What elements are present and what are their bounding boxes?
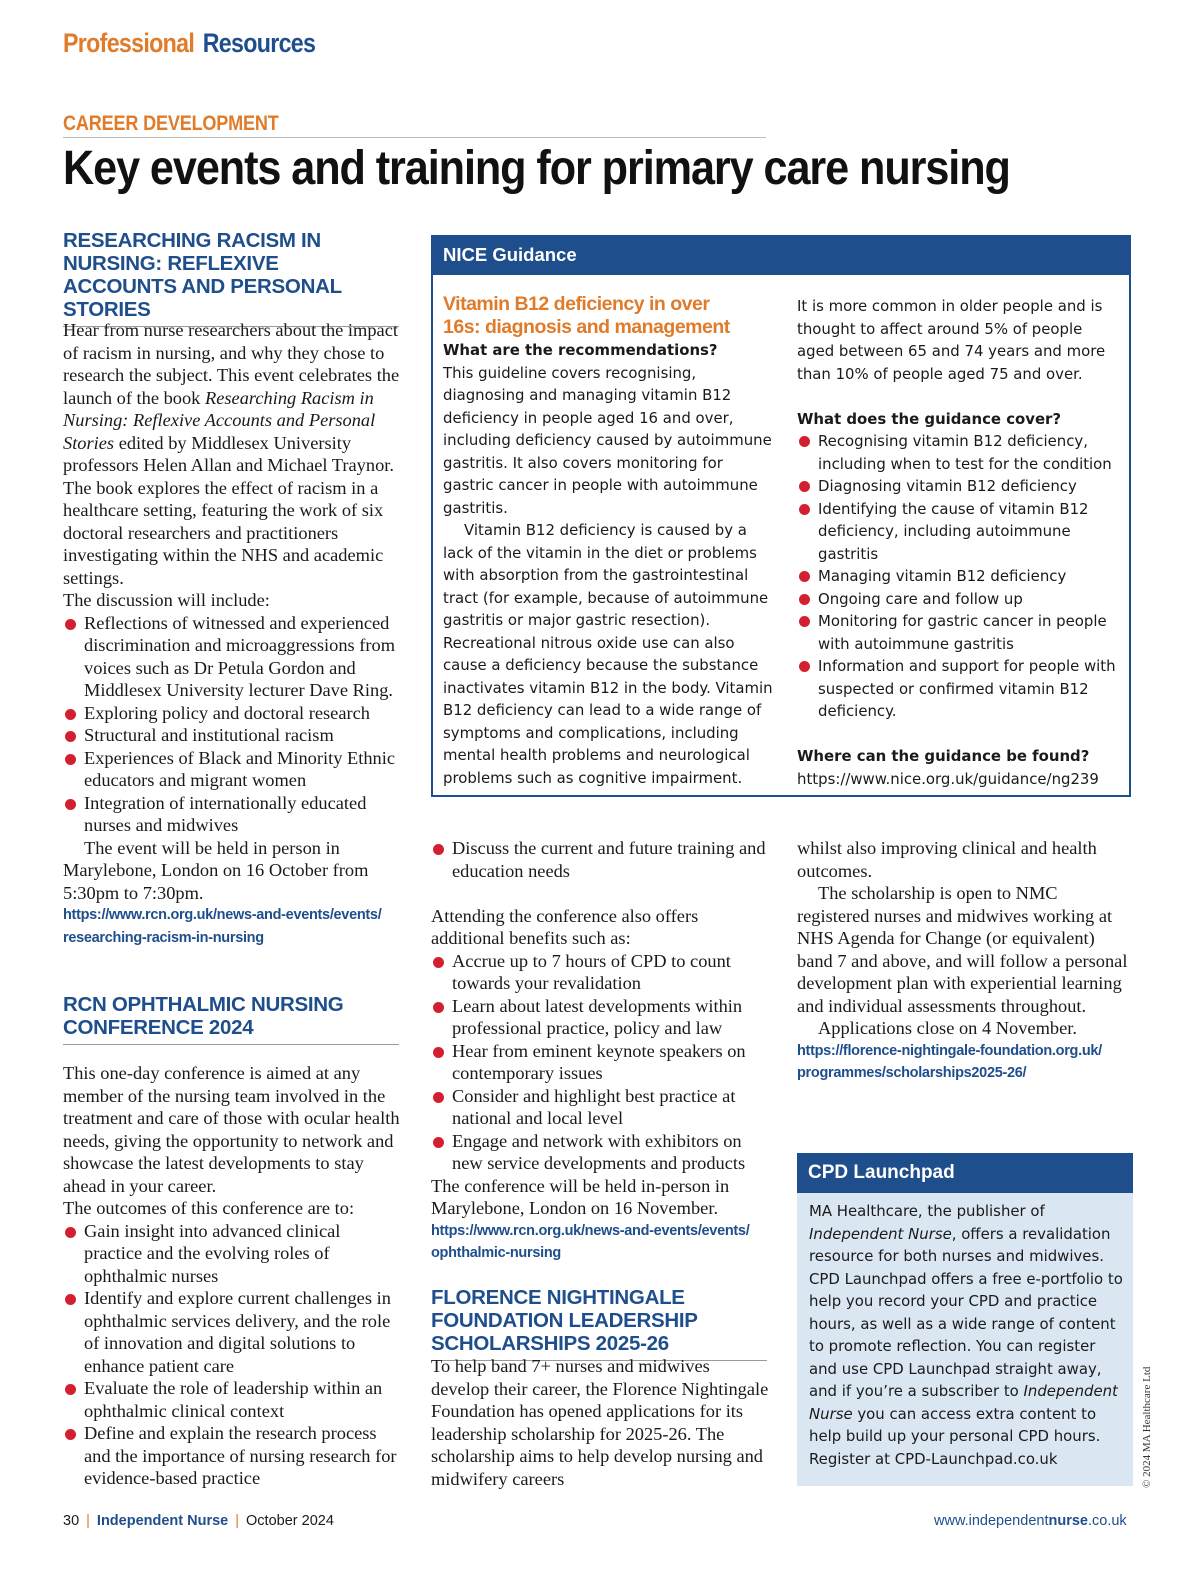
- header-professional: Professional: [63, 28, 195, 58]
- kicker-divider: [63, 137, 766, 138]
- ophth-intro: This one-day conference is aimed at any member of the nursing team involved in the treatment and care of those with ocular health needs, giving the opportunity to network and showcase the latest developments to stay ahead in your career.: [63, 1063, 400, 1196]
- footer-magazine: Independent Nurse: [96, 1513, 229, 1529]
- magazine-name: Independent Nurse: [809, 1224, 952, 1243]
- list-item: Monitoring for gastric cancer in people with autoimmune gastritis: [797, 610, 1123, 655]
- list-item: Hear from eminent keynote speakers on contemporary issues: [431, 1040, 771, 1085]
- cpd-body: MA Healthcare, the publisher of Independent Nurse, offers a revalidation resource for both nurses and midwives. CPD Launchpad offers a free e-portfolio to help you record your CPD and practice hours, as well as a wide range of content to promote reflection. You can register and use CPD Launchpad straight away, and if you’re a subscriber to Independent Nurse you can access extra content to help build up your personal CPD hours. Register at CPD-Launchpad.co.uk: [809, 1202, 1123, 1468]
- list-item: Learn about latest developments within professional practice, policy and law: [431, 995, 771, 1040]
- nice-cover-list: [797, 430, 1123, 723]
- list-item: Information and support for people with suspected or confirmed vitamin B12 deficiency.: [797, 655, 1123, 723]
- magazine-name: Independent Nurse: [809, 1382, 1118, 1423]
- list-item: Evaluate the role of leadership within an ophthalmic clinical context: [63, 1377, 401, 1422]
- list-item: Ongoing care and follow up: [797, 588, 1123, 611]
- racism-event-info: The event will be held in person in Marylebone, London on 16 October from 5:30pm to 7:30pm.: [63, 837, 369, 903]
- nice-p3: It is more common in older people and is thought to affect around 5% of people aged between 65 and 74 years and more than 10% of people aged 75 and over.: [797, 297, 1106, 383]
- nice-q3: Where can the guidance be found?: [797, 747, 1090, 765]
- footer-date: October 2024: [246, 1513, 334, 1529]
- racism-bullets: [63, 612, 401, 837]
- nice-right-col: [797, 295, 1123, 790]
- ophth-section: [63, 993, 399, 1045]
- racism-body: [63, 319, 401, 949]
- ophth-outcomes-lead: The outcomes of this conference are to:: [63, 1198, 355, 1218]
- list-item: Accrue up to 7 hours of CPD to count towards your revalidation: [431, 950, 771, 995]
- list-item: Diagnosing vitamin B12 deficiency: [797, 475, 1123, 498]
- florence-p1-cont: whilst also improving clinical and health outcomes.: [797, 838, 1097, 881]
- nice-url[interactable]: https://www.nice.org.uk/guidance/ng239: [797, 769, 1099, 788]
- page-number: 30: [63, 1513, 80, 1529]
- racism-intro: Hear from nurse researchers about the impact of racism in nursing, and why they chose to research the subject. This event celebrates the launch of the book Researching Racism in Nursing: Reflexive Accounts and Personal Stories edited by Middlesex University professors Helen Allan and Michael Traynor. The book explores the effect of racism in a healthcare setting, featuring the work of six doctoral researchers and practitioners investigating within the NHS and academic settings.: [63, 320, 400, 588]
- footer-left: 30 | Independent Nurse | October 2024: [63, 1513, 334, 1529]
- footer-website[interactable]: www.independentnurse.co.uk: [934, 1513, 1127, 1529]
- florence-p3: Applications close on 4 November.: [818, 1018, 1077, 1038]
- nice-left-col: [443, 293, 773, 789]
- list-item: Identify and explore current challenges in ophthalmic services delivery, and the role of innovation and digital solutions to enhance patient care: [63, 1287, 401, 1377]
- ophth-outcomes: [63, 1220, 401, 1490]
- ophth-body-col1: [63, 1062, 401, 1490]
- ophth-link[interactable]: https://www.rcn.org.uk/news-and-events/events/ ophthalmic-nursing: [431, 1222, 750, 1261]
- nice-subtitle: Vitamin B12 deficiency in over 16s: diagnosis and management: [443, 293, 730, 338]
- ophth-body-col2: [431, 837, 771, 1265]
- florence-title: FLORENCE NIGHTINGALE FOUNDATION LEADERSHIP SCHOLARSHIPS 2025-26: [431, 1286, 698, 1355]
- page-title: Key events and training for primary care nursing: [63, 142, 1010, 195]
- florence-body-col2: [431, 1355, 769, 1490]
- list-item: Experiences of Black and Minority Ethnic educators and migrant women: [63, 747, 401, 792]
- racism-title: RESEARCHING RACISM IN NURSING: REFLEXIVE ACCOUNTS AND PERSONAL STORIES: [63, 229, 342, 321]
- list-item: Discuss the current and future training and education needs: [431, 837, 771, 882]
- section-header: [63, 28, 315, 59]
- florence-p2: The scholarship is open to NMC registered nurses and midwives working at NHS Agenda for Change (or equivalent) band 7 and above, and will follow a personal development plan with experiential learning and individual assessments throughout.: [797, 883, 1128, 1016]
- copyright: © 2024 MA Healthcare Ltd: [1141, 1366, 1153, 1488]
- ophth-event-info: The conference will be held in-person in Marylebone, London on 16 November.: [431, 1175, 730, 1218]
- florence-link[interactable]: https://florence-nightingale-foundation.org.uk/ programmes/scholarships2025-26/: [797, 1042, 1102, 1081]
- ophth-benefits: [431, 950, 771, 1175]
- list-item: Engage and network with exhibitors on new service developments and products: [431, 1130, 771, 1175]
- ophth-divider: [63, 1044, 399, 1045]
- nice-q2: What does the guidance cover?: [797, 409, 1062, 428]
- list-item: Integration of internationally educated nurses and midwives: [63, 792, 401, 837]
- ophth-title: RCN OPHTHALMIC NURSING CONFERENCE 2024: [63, 993, 344, 1039]
- list-item: Gain insight into advanced clinical practice and the evolving roles of ophthalmic nurses: [63, 1220, 401, 1288]
- racism-section: [63, 229, 399, 327]
- list-item: Recognising vitamin B12 deficiency, including when to test for the condition: [797, 430, 1123, 475]
- list-item: Consider and highlight best practice at national and local level: [431, 1085, 771, 1130]
- cpd-heading: CPD Launchpad: [797, 1153, 1133, 1193]
- list-item: Define and explain the research process and the importance of nursing research for evidence-based practice: [63, 1422, 401, 1490]
- nice-q1: What are the recommendations?: [443, 341, 718, 359]
- florence-section: [431, 1286, 767, 1361]
- list-item: Exploring policy and doctoral research: [63, 702, 401, 725]
- racism-discussion-lead: The discussion will include:: [63, 590, 270, 610]
- nice-heading: NICE Guidance: [431, 235, 1131, 275]
- list-item: Structural and institutional racism: [63, 724, 401, 747]
- header-resources: Resources: [202, 28, 316, 58]
- book-title: Researching Racism in Nursing: Reflexive Accounts and Personal Stories: [63, 387, 376, 453]
- kicker: CAREER DEVELOPMENT: [63, 112, 279, 135]
- florence-p1: To help band 7+ nurses and midwives develop their career, the Florence Nightingale Foundation has opened applications for its leadership scholarship for 2025-26. The scholarship aims to help develop nursing and midwifery careers: [431, 1356, 769, 1489]
- florence-body-col3: [797, 837, 1133, 1085]
- ophth-benefits-lead: Attending the conference also offers additional benefits such as:: [431, 905, 699, 948]
- list-item: Identifying the cause of vitamin B12 deficiency, including autoimmune gastritis: [797, 498, 1123, 566]
- list-item: Reflections of witnessed and experienced discrimination and microaggressions from voices such as Dr Petula Gordon and Middlesex University lecturer Dave Ring.: [63, 612, 401, 702]
- list-item: Managing vitamin B12 deficiency: [797, 565, 1123, 588]
- nice-p1: This guideline covers recognising, diagnosing and managing vitamin B12 deficiency in people aged 16 and over, including deficiency caused by autoimmune gastritis. It also covers monitoring for gastric cancer in people with autoimmune gastritis.: [443, 363, 772, 517]
- racism-link[interactable]: https://www.rcn.org.uk/news-and-events/events/ researching-racism-in-nursing: [63, 907, 382, 946]
- nice-p2: Vitamin B12 deficiency is caused by a lack of the vitamin in the diet or problems with absorption from the gastrointestinal tract (for example, because of autoimmune gastritis or major gastric resection). Recreational nitrous oxide use can also cause a deficiency because the substance inactivates vitamin B12 in the body. Vitamin B12 deficiency can lead to a wide range of symptoms and complications, including mental health problems and neurological problems such as cognitive impairment.: [443, 521, 773, 787]
